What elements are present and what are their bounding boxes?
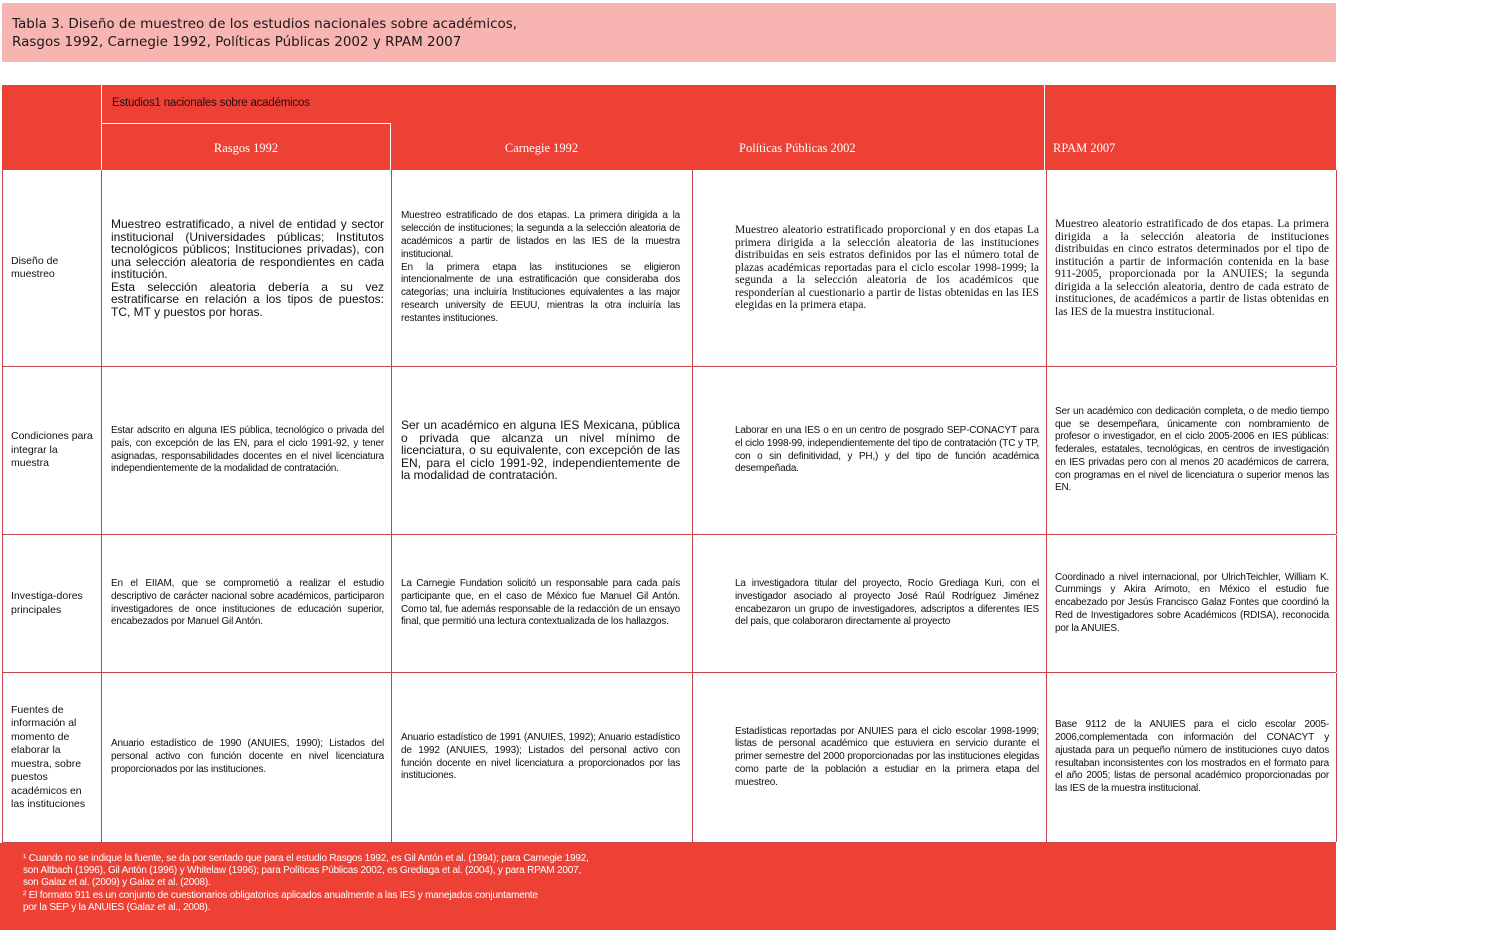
table-cell xyxy=(692,170,1046,366)
cell-text: Muestreo estratificado de dos etapas. La primera dirigida a la selección de instituciones; la segunda a la selección aleatoria de académicos a partir de listados en las IES de la muestra institucional. En la primera etapa las instituciones se eligieron intencionalmente de una estratificación que consideraba dos categorías; una incluiría Instituciones equivalentes a las major research university de EEUU, mientras la otra incluiría las restantes instituciones. xyxy=(401,210,680,324)
cell-text: Ser un académico en alguna IES Mexicana, pública o privada que alcanza un nivel mínimo de licenciatura, o su equivalente, con excepción de las EN, para el ciclo 1991-92, independientemente de la modalidad de contratación. xyxy=(401,418,680,483)
row-label-cell xyxy=(2,170,101,366)
table-cell xyxy=(692,367,1046,534)
table-row xyxy=(2,673,1336,843)
column-header-rpam-2007: RPAM 2007 xyxy=(1053,141,1116,155)
table-cell xyxy=(101,673,391,842)
table-cell xyxy=(391,367,692,534)
footnote-line: son Galaz et al. (2009) y Galaz et al. (2008). xyxy=(23,877,211,889)
table-footnotes xyxy=(0,843,1336,930)
row-label: Condiciones para integrar la muestra xyxy=(11,430,93,470)
table-row xyxy=(2,170,1336,367)
footnote-line: por la SEP y la ANUIES (Galaz et al., 2008). xyxy=(23,901,211,913)
table-header xyxy=(2,85,1336,170)
title-line-1: Tabla 3. Diseño de muestreo de los estudios nacionales sobre académicos, xyxy=(12,16,518,32)
cell-text: Estadísticas reportadas por ANUIES para el ciclo escolar 1998-1999; listas de personal académico que estuviera en servicio durante el primer semestre del 2000 proporcionadas por las instituciones elegidas como parte de la población a estudiar en la primera etapa del muestreo. xyxy=(735,725,1039,788)
title-line-2: Rasgos 1992, Carnegie 1992, Políticas Públicas 2002 y RPAM 2007 xyxy=(12,34,462,50)
header-group-label: Estudios1 nacionales sobre académicos xyxy=(112,97,310,109)
table-cell xyxy=(101,170,391,366)
cell-text: La investigadora titular del proyecto, Rocío Grediaga Kuri, con el investigador asociado al proyecto José Raúl Rodríguez Jiménez encabezaron un grupo de investigadores, adscriptos a diferentes IES del país, que colaboraron directamente al proyecto xyxy=(735,577,1039,628)
cell-text: Base 9112 de la ANUIES para el ciclo escolar 2005-2006,complementada con información del CONACYT y ajustada para un pequeño número de instituciones cuyo datos resultaban inconsistentes con los mostrados en el formato para el año 2005; listas de personal académico proporcionadas por las IES de la muestra institucional. xyxy=(1055,719,1329,795)
row-label-cell xyxy=(2,367,101,534)
row-label: Investiga-dores principales xyxy=(11,590,83,616)
table-cell xyxy=(1046,535,1337,672)
table-cell xyxy=(391,535,692,672)
cell-text: Anuario estadístico de 1991 (ANUIES, 1992); Anuario estadístico de 1992 (ANUIES, 1993); Listados del personal activo con función docente en nivel licenciatura a proporcionados por las instituciones. xyxy=(401,731,680,782)
cell-text: Muestreo aleatorio estratificado proporcional y en dos etapas La primera dirigida a la selección aleatoria de las instituciones distribuidas en seis estratos definidos por las el número total de plazas académicas reportadas para el ciclo escolar 1998-1999; la segunda a la selección aleatoria de los académicos que responderían al cuestionario a partir de listas obtenidas en las IES elegidas en la primera etapa. xyxy=(735,224,1039,312)
row-label: Fuentes de información al momento de elaborar la muestra, sobre puestos académicos en las instituciones xyxy=(11,703,86,810)
footnote-line: ² El formato 911 es un conjunto de cuestionarios obligatorios aplicados anualmente a las IES y manejados conjuntamente xyxy=(23,889,538,901)
table-cell xyxy=(101,535,391,672)
table-cell xyxy=(391,673,692,842)
table-cell xyxy=(1046,673,1337,842)
cell-text: Estar adscrito en alguna IES pública, tecnológico o privada del país, con excepción de las EN, para el ciclo 1991-92, y tener asignadas, responsabilidades docentes en el nivel licenciatura independientemente de la modalidad de contratación. xyxy=(111,424,384,475)
footnote-line: ¹ Cuando no se indique la fuente, se da por sentado que para el estudio Rasgos 1992, es Gil Antón et al. (1994); para Carnegie 1992, xyxy=(23,853,589,864)
cell-text: En el EIIAM, que se comprometió a realizar el estudio descriptivo de carácter nacional sobre académicos, participaron investigadores de once instituciones de educación superior, encabezados por Manuel Gil Antón. xyxy=(111,577,384,628)
table-cell xyxy=(101,367,391,534)
table-title xyxy=(2,3,1336,62)
table-cell xyxy=(1046,170,1337,366)
column-header-politicas-publicas-2002: Políticas Públicas 2002 xyxy=(739,141,856,155)
cell-text: Laborar en una IES o en un centro de posgrado SEP-CONACYT para el ciclo 1998-99, independientemente del tipo de contratación (TC y TP, con o sin definitividad, y PH,) y del tipo de función académica desempeñada. xyxy=(735,424,1039,475)
row-label: Diseño de muestreo xyxy=(11,254,59,280)
column-header-rasgos-1992: Rasgos 1992 xyxy=(213,141,279,155)
table-row xyxy=(2,535,1336,673)
cell-text: Ser un académico con dedicación completa, o de medio tiempo que se desempeñara, únicamente con nombramiento de profesor o investigador, en el ciclo 2005-2006 en IES públicas: federales, estatales, tecnológicas, en centros de investigación en IES privadas pero con al menos 20 académicos de carrera, con programas en el nivel de licenciatura o superior menos las EN. xyxy=(1055,405,1329,494)
table-row xyxy=(2,367,1336,535)
footnote-line: son Altbach (1996), Gil Antón (1996) y Whitelaw (1996); para Políticas Públicas 2002, es Grediaga et al. (2004), y para RPAM 2007, xyxy=(23,865,582,877)
table-cell xyxy=(391,170,692,366)
column-header-carnegie-1992: Carnegie 1992 xyxy=(504,141,579,155)
cell-text: Muestreo aleatorio estratificado de dos etapas. La primera dirigida a la selección aleatoria de instituciones distribuidas en cinco estratos determinados por el tipo de institución a partir de información contenida en la base 911-2005, proporcionada por la ANUIES; la segunda dirigida a la selección aleatoria, dentro de cada estrato de instituciones, de académicos a partir de listas obtenidas en las IES de la muestra institucional. xyxy=(1055,218,1329,318)
table-cell xyxy=(692,673,1046,842)
cell-text: Anuario estadístico de 1990 (ANUIES, 1990); Listados del personal activo con función docente en nivel licenciatura proporcionados por las instituciones. xyxy=(111,738,384,775)
cell-text: Muestreo estratificado, a nivel de entidad y sector institucional (Universidades públicas; Institutos tecnológicos públicos; Instituciones privadas), con una selección aleatoria de respondientes en cada institución. Esta selección aleatoria debería a su vez estratificarse en relación a los tipos de puestos: TC, MT y puestos por horas. xyxy=(111,217,384,319)
cell-text: Coordinado a nivel internacional, por UlrichTeichler, William K. Cummings y Akira Arimoto, en México el estudio fue encabezado por Jesús Francisco Galaz Fontes que coordinó la Red de Investigadores sobre Académicos (RDISA), reconocida por la ANUIES. xyxy=(1055,571,1329,634)
table-cell xyxy=(1046,367,1337,534)
table-cell xyxy=(692,535,1046,672)
row-label-cell xyxy=(2,673,101,842)
row-label-cell xyxy=(2,535,101,672)
cell-text: La Carnegie Fundation solicitó un responsable para cada país participante que, en el caso de México fue Manuel Gil Antón. Como tal, fue además responsable de la redacción de un ensayo final, que permitió una lectura contextualizada de los hallazgos. xyxy=(401,577,680,628)
